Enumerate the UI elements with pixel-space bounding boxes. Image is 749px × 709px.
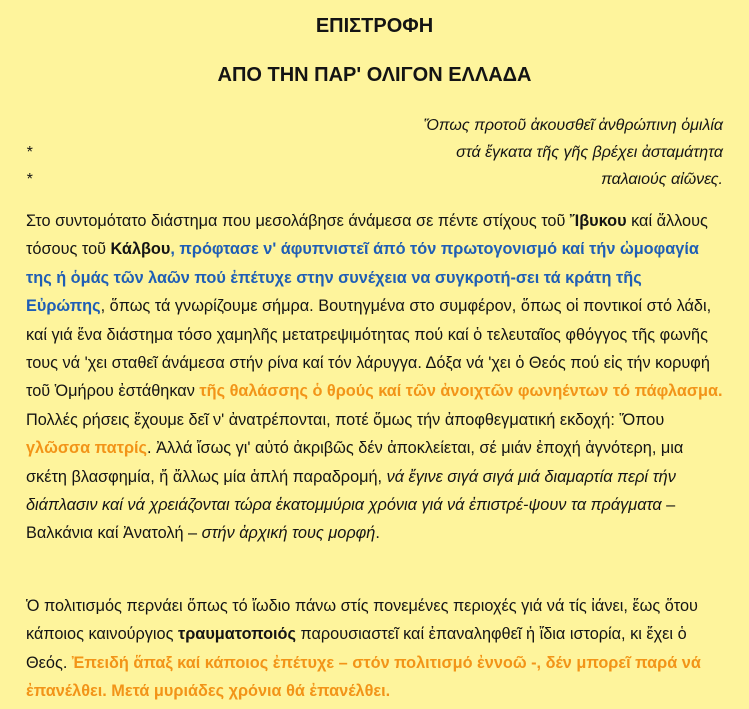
epigraph-line [26, 112, 723, 139]
page-subtitle: ΑΠΟ ΤΗΝ ΠΑΡ' ΟΛΙΓΟΝ ΕΛΛΑΔΑ [217, 64, 532, 86]
epigraph-text: παλαιούς αἰῶνες. [601, 171, 723, 188]
name-ivykos: Ἴβυκου [569, 212, 627, 230]
highlight-orange: γλῶσσα πατρίς [26, 439, 148, 458]
epigraph-text: Ὅπως προτοῦ ἀκουσθεῖ ἀνθρώπινη ὁμιλία [423, 117, 723, 134]
text-run: – Βαλκάνια καί Ἀνατολή – [26, 496, 676, 543]
text-run: . Ἀλλά ἴσως γι' αὐτό ἀκριβῶς δέν ἀποκλείεται, σέ μιάν ἐποχή ἀγνότερη, μια σκέτη βλασφημία, ἤ ἄλλως μία ἁπλή παραδρομή, [26, 439, 684, 486]
highlight-blue: , πρόφτασε ν' άφυπνιστεῖ άπό τόν πρωτογονισμό καί τήν ὠμοφαγία της ή ὁμάς τῶν λαῶν πού ἐπέτυχε στην συνέχεια να συγκροτή-σει τά κράτη τῆς Εὐρώπης [26, 240, 699, 316]
epigraph-text: στά ἔγκατα τῆς γῆς βρέχει ἀσταμάτητα [456, 144, 723, 161]
text-run: παρουσιαστεῖ καί ἐπαναληφθεῖ ἡ ἴδια ιστορία, κι ἔχει ὁ Θεός. [26, 625, 687, 672]
asterisk-marker: * [26, 144, 33, 161]
epigraph-line [26, 139, 723, 166]
text-run: Πολλές ρήσεις ἔχουμε δεῖ ν' ἀνατρέπονται, ποτέ ὅμως τήν ἀποφθεγματική εκδοχή: Ὅπου [26, 410, 665, 429]
body-paragraph-2 [26, 592, 723, 706]
bold-term: τραυματοποιός [177, 625, 296, 644]
epigraph-line [26, 166, 723, 193]
text-run: . [375, 524, 380, 543]
asterisk-marker: * [26, 171, 33, 188]
italic-run: στήν ἀρχική τους μορφή [201, 524, 376, 543]
body-paragraph-1 [26, 207, 723, 548]
highlight-orange: τῆς θαλάσσης ὁ θρούς καί τῶν ἀνοιχτῶν φωνηέντων τό πάφλασμα. [199, 382, 723, 401]
epigraph [26, 112, 723, 193]
text-run: , ὅπως τά γνωρίζουμε σήμρα. Βουτηγμένα στο συμφέρον, ὅπως οἱ ποντικοί στό λάδι, καί γιά ἕνα διάστημα τόσο χαμηλῆς μετατρεψιμότητας πού καί ὁ τελευταῖος φθόγγος τῆς φωνῆς τους νά 'χει σταθεῖ άνάμεσα στήν ρίνα καί τόν λάρυγγα. Δόξα νά 'χει ὁ Θεός πού εἰς τήν κορυφή τοῦ Ὁμήρου ἐστάθηκαν [26, 297, 712, 401]
highlight-orange: Ἐπειδή ἅπαξ καί κάποιος ἐπέτυχε – στόν πολιτισμό ἐννοῶ -, δέν μπορεῖ παρά νά ἐπανέλθει. Μετά μυριάδες χρόνια θά ἐπανέλθει. [26, 653, 701, 701]
text-run: Στο συντομότατο διάστημα που μεσολάβησε άνάμεσα σε πέντε στίχους τοῦ [26, 212, 570, 230]
text-run: Ὁ πολιτισμός περνάει ὅπως τό ἴωδιο πάνω στίς πονεμένες περιοχές γιά νά τίς ἰάνει, ἕως ὅτου κάποιος καινούργιος [26, 597, 698, 644]
name-kalvos: Κάλβου [110, 240, 171, 259]
italic-run: νά ἔγινε σιγά σιγά μιά διαμαρτία περί τήν διάπλασιν καί νά χρειάζονται τώρα ἑκατομμύρια χρόνια γιά νά ἐπιστρέ-ψουν τα πράγματα [26, 467, 676, 515]
page-title: ΕΠΙΣΤΡΟΦΗ [315, 15, 434, 37]
text-run: καί ἄλλους τόσους τοῦ [26, 212, 708, 259]
